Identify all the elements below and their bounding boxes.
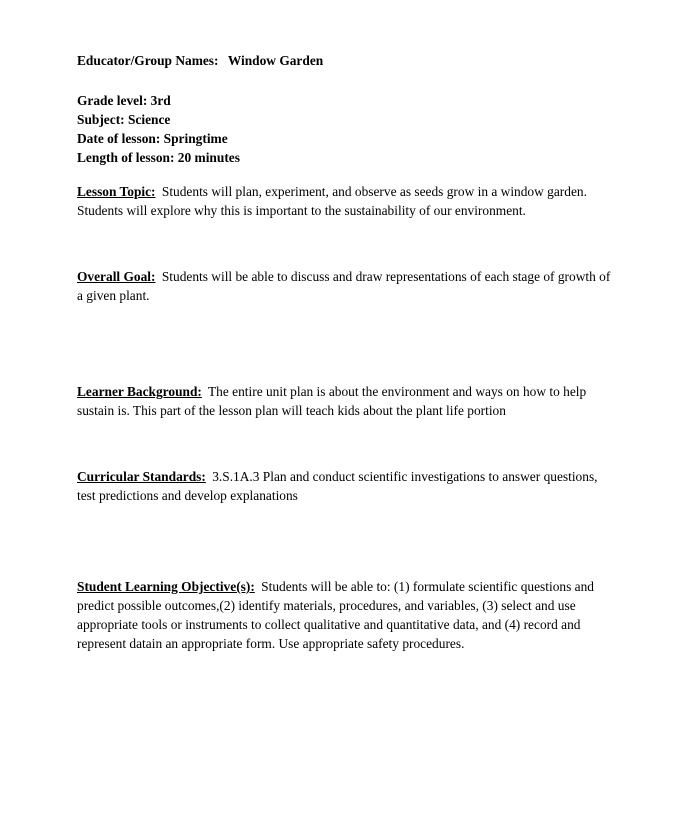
student-learning-objectives-text: Students will be able to: (1) formulate scientific questions and predict possible outcomes,(2) identify materials, procedures, and variables, (3) select and use appropriate tools or instruments to collect qualitative and quantitative data, and (4) record and represent datain an appropriate form. Use appropriate safety procedures. — [77, 579, 594, 651]
educator-group-line — [77, 51, 613, 70]
learner-background-label: Learner Background: — [77, 384, 202, 399]
section-student-learning-objectives — [77, 577, 613, 653]
overall-goal-text: Students will be able to discuss and draw representations of each stage of growth of a given plant. — [77, 269, 611, 303]
curricular-standards-label: Curricular Standards: — [77, 469, 206, 484]
educator-group-label: Educator/Group Names: — [77, 53, 219, 68]
learner-background-text: The entire unit plan is about the environment and ways on how to help sustain is. This part of the lesson plan will teach kids about the plant life portion — [77, 384, 587, 418]
lesson-topic-text: Students will plan, experiment, and observe as seeds grow in a window garden. Students will explore why this is important to the sustainability of our environment. — [77, 184, 587, 218]
section-curricular-standards — [77, 467, 613, 505]
lesson-topic-label: Lesson Topic: — [77, 184, 156, 199]
section-lesson-topic — [77, 182, 613, 220]
overall-goal-label: Overall Goal: — [77, 269, 156, 284]
curricular-standards-text: 3.S.1A.3 Plan and conduct scientific investigations to answer questions, test predictions and develop explanations — [77, 469, 598, 503]
length-of-lesson-line: Length of lesson: 20 minutes — [77, 150, 240, 165]
grade-level-line: Grade level: 3rd — [77, 93, 171, 108]
subject-line: Subject: Science — [77, 112, 171, 127]
section-learner-background — [77, 382, 613, 420]
educator-group-value: Window Garden — [227, 53, 324, 68]
section-overall-goal — [77, 267, 613, 305]
lesson-info-block — [77, 91, 613, 167]
date-of-lesson-line: Date of lesson: Springtime — [77, 131, 228, 146]
student-learning-objectives-label: Student Learning Objective(s): — [77, 579, 255, 594]
